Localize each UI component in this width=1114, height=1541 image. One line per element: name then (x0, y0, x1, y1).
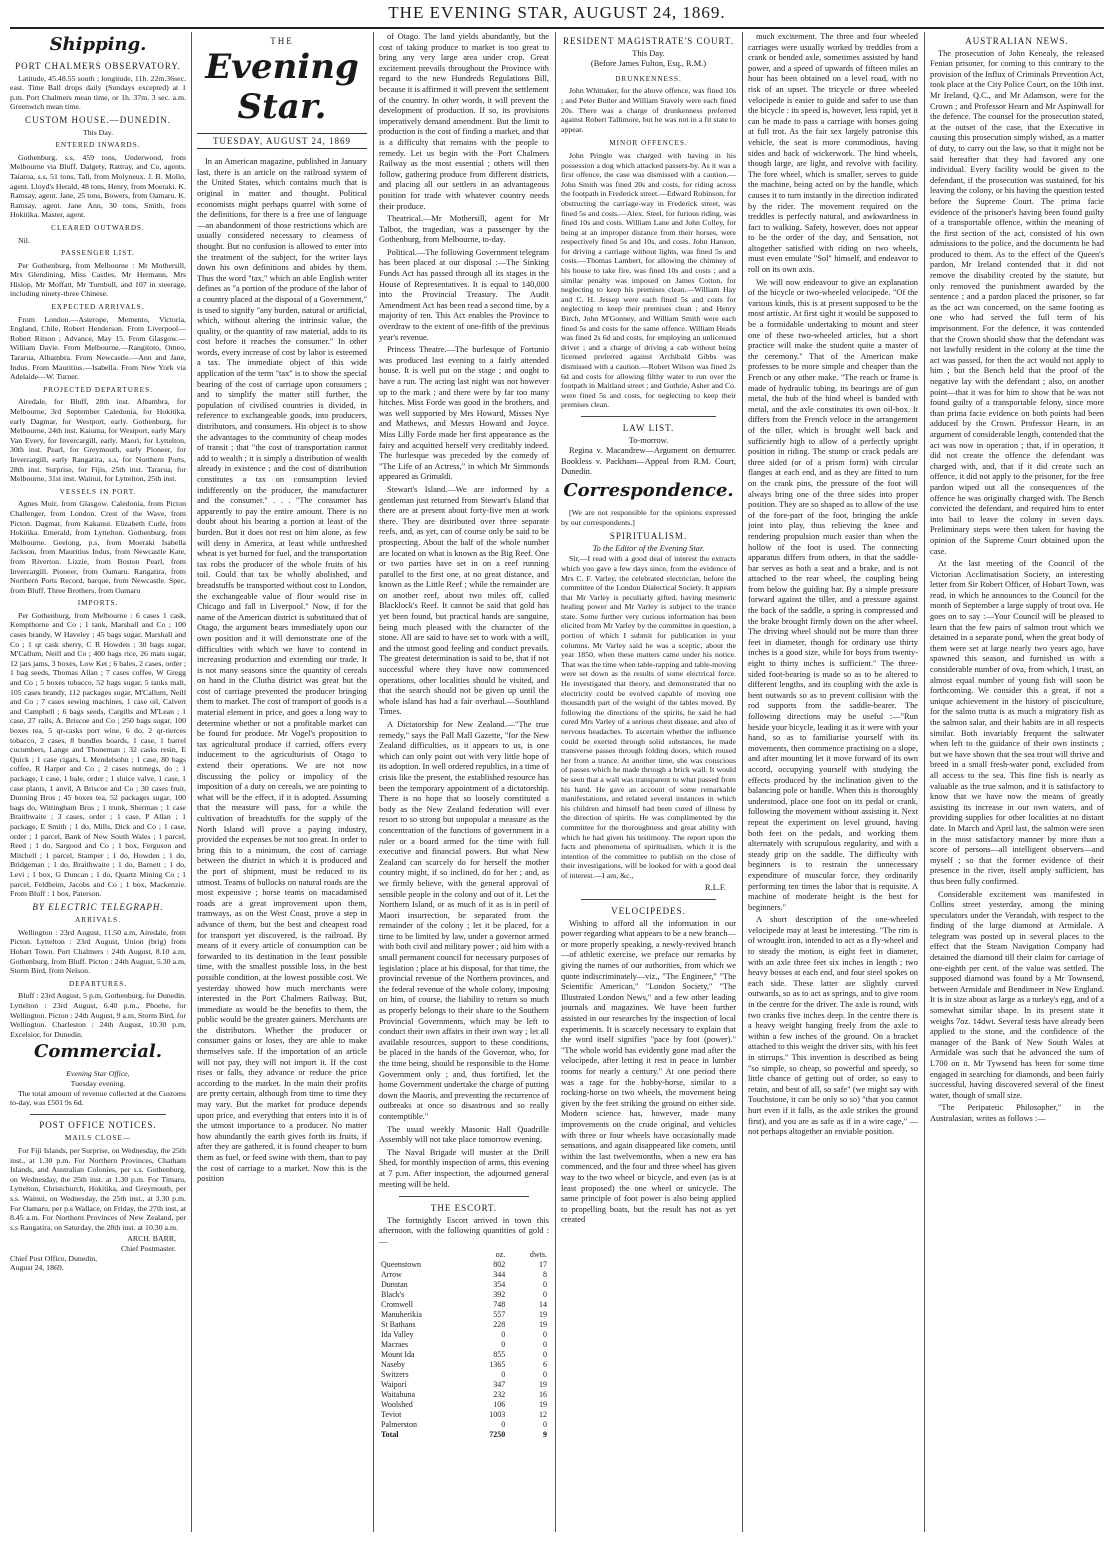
escort-cell-place: Mount Ida (381, 1349, 415, 1359)
escort-row (379, 1390, 549, 1400)
stewart-island-item: Stewart's Island.—We are informed by a gentleman just returned from Stewart's Island that there are at present about forty-five men at work there. They are distributed over three separate reefs, and, as yet, can of course only be said to be prospecting. About the half of the whole number are located on what is known as the Big Reef. One or two parties have set in on a reef running parallel to the first one, at no great distance, and known as the Little Reef ; while the remainder are on another reef, about two miles off, called Blacklock's Reef. It cannot be said that gold has yet been found, but practical hands are sanguine, being much pleased with the character of the stone. All are said to have set to work with a will, and the utmost good feeling and conduct prevails. The greatest determination is said to be, that if not successful where they have now commenced operations, other localities should be visited, and that the search should not be given up until the whole island has had a fair overhaul.—Southland Times. (379, 484, 549, 717)
post-office-date: August 24, 1869. (10, 1263, 64, 1273)
escort-cell-place: St Bathans (381, 1319, 416, 1329)
escort-total-row (379, 1430, 549, 1440)
escort-row (379, 1330, 549, 1340)
escort-row (379, 1410, 549, 1420)
escort-cell-value: 0 (501, 1329, 506, 1339)
imports-heading: IMPORTS. (77, 599, 119, 608)
escort-cell-place: Woolshed (381, 1399, 413, 1409)
divider (399, 1196, 529, 1197)
arrivals-text: Wellington : 23rd August, 11.50 a.m, Airedale, from Picton. Lyttelton : 23rd August, Union (brig) from Hobart Town. Port Chalmers : 24th August, 8.10 a.m, Gothenburg, from Bluff. Picton : 24th August, 5.30 a.m, Storm Bird, from Nelson. (10, 927, 186, 976)
escort-cell-value: 0 (543, 1339, 547, 1349)
escort-cell-place: Total (381, 1429, 399, 1439)
drunkenness-heading: DRUNKENNESS. (615, 74, 682, 83)
postmaster-title: Chief Postmaster. (120, 1243, 176, 1253)
entered-heading: ENTERED INWARDS. (55, 141, 141, 150)
escort-row (379, 1400, 549, 1410)
escort-cell-value: 7250 (489, 1429, 506, 1439)
drunkenness-text: John Whittaker, for the above offence, was fined 10s ; and Peter Butler and William Stavely were each fined 20s. There was a charge of drunkenness preferred against Robert Tallimore, but he was not in a fit state to appear. (561, 86, 736, 134)
spiritualism-to: To the Editor of the Evening Star. (592, 543, 705, 553)
column-shipping (10, 32, 186, 1532)
escort-cell-value: 0 (501, 1419, 506, 1429)
column-rule (555, 32, 556, 1532)
mails-text: For Fiji Islands, per Surprise, on Wednesday, the 25th inst., at 1.30 p.m. For Northern Provinces, Chatham Islands, and Australian Colonies, per s.s. Gothenburg, on Wednesday, the 25th inst. at 1.30 p.m. For Timaru, Lyttelton, Christchurch, Hokitika, and Greymouth, per s.s. Wainui, on Wednesday, the 25th inst., at 3.30 p.m. For Oamaru, per p.s Wallace, on Friday, the 27th inst, at 8.45 a.m. For Northern Provinces of New Zealand, per s.s Rangatira, on Saturday, the 28th inst. at 10.30 a.m. (10, 1145, 186, 1232)
escort-cell-place: Arrow (381, 1269, 402, 1279)
escort-cell-value: 354 (493, 1279, 506, 1289)
escort-row (379, 1420, 549, 1430)
escort-cell-place: Palmerston (381, 1419, 417, 1429)
escort-table (379, 1250, 549, 1440)
theatrical-item: Theatrical.—Mr Mothersill, agent for Mr Talbot, the tragedian, was a passenger by the Gothenburg, from Melbourne, to-day. (379, 214, 549, 245)
escort-cell-place (379, 1250, 468, 1260)
arrivals-heading: ARRIVALS. (75, 916, 121, 925)
observatory-title: PORT CHALMERS OBSERVATORY. (15, 61, 181, 71)
column-rule (742, 32, 743, 1532)
naval-item: The Naval Brigade will muster at the Drill Shed, for monthly inspection of arms, this evening at 7 p.m. After inspection, the adjourned general meeting will be held. (379, 1147, 549, 1189)
leader-continued: of Otago. The land yields abundantly, but the cost of taking produce to market is too great to bring any very large area under crop. Great excitement prevails throughout the Province with regard to the new Hundreds Regulations Bill, because it is affirmed it will prevent the settlement of the country. In other words, it will prevent the development of production. If so, its provisions imperatively demand amendment. But the limit to production is the cost of finding a market, and that is a difficulty that remains with the people to remedy. Let us begin with the Port Chalmers Railway as the most essential ; others will then follow, gathering produce from different districts, and placing all our settlers in an advantageous position for trade with whatever country needs their produce. (379, 32, 549, 211)
escort-row (379, 1300, 549, 1310)
column-rule (373, 32, 374, 1532)
velocipedes-p2: We will now endeavour to give an explanation of the bicycle or two-wheeled velocipede. "Of the various kinds, this is at present supposed to be the most artistic. At first sight it would be supposed to be a formidable undertaking to mount and steer one of these two-wheeled articles, but a short practice will make the student quite a master of the ceremony." That of the American make professes to be more simple and cheaper than the French or any other make. "The reach or frame is made of hydraulic tubing, its bearings are of gun metal, the hub of the hind wheel is banded with metal, and the axle constitutes its own oil-box. It differs from the French veloce in the arrangement of the tiller, which is brought well back and sufficiently high to allow of a perfectly upright position in riding. The stump or crack pedals are three sided (or of a prism form) with circular flanges at each end, and as they are fitted to turn on the crank pins, the pressure of the foot will always bring one of the three sides into proper position. They are so shaped as to allow of the use of the fore-part of the foot, bringing the ankle joint into play, thus relieving the knee and rendering propulsion much easier than when the hollow of the foot is used. The connecting apparatus differs from others, in that the saddle-bar serves as both a seat and a brake, and is not attached to the rear wheel, the coupling being from below the guiding bar. By a simple pressure forward against the tiller, and a pressure against the back of the saddle, a spring is compressed and the brake brought firmly down on the after wheel. The driving wheel should not be more than three feet in diameter, though for ordinary use thirty inches is a good size, while for boys from twenty-eight to thirty inches is sufficient." The three-sided foot-bearing is made so as to be altered to different lengths, and its coupling with the axle is bent outwards so as to prevent collision with the rod supports from the saddle-bearer. The following directions may be useful :—"Run beside your bicycle, leading it as it were with your hand, so as to familiarise yourself with its movements, then commence practising on a slope, and after mounting let it move forward of its own accord, occupying yourself with studying the effects produced by the inclination given to the balancing pole or handle. When this is thoroughly understood, place one foot on its pedal or crank, following the movement without assisting it. Next repeat the experiment on level ground, having both feet on the pedals, and working them alternately with scrupulous regularity, and with a steady grip on the saddle. The difficulty with beginners is to restrain the unnecessary expenditure of muscular force, they ordinarily performing ten times the labor that is requisite. A machine of moderate height is the best for beginners." (748, 277, 918, 912)
telegraph-heading: BY ELECTRIC TELEGRAPH. (32, 901, 164, 912)
passenger-text: Per Gothenburg, from Melbourne : Mr Mothersill, Mrs Glendining, Miss Castles, Mr Hermann, Mrs Hislop, Mr Moffatt, Mr Turnbull, and 107 in steerage, including ninety-three Chinese. (10, 260, 186, 299)
escort-cell-place: Teviot (381, 1409, 402, 1419)
minor-offences-heading: MINOR OFFENCES. (609, 139, 688, 148)
escort-cell-value: 19 (539, 1379, 547, 1389)
escort-cell-value: 19 (539, 1319, 547, 1329)
australian-p3: Considerable excitement was manifested in Collins street yesterday, among the mining speculators under the Verandah, with respect to the finding of the large diamond at Armidale. A telegram was posted up in several places to the effect that the Steam Navigation Company had detained the diamond till their claim for carriage of one-eighth per cent. of the value was settled. The supposed diamond was found by a Mr Townsend, between Armidale and Bendimeer in New England. It is in size about as large as a turkey's egg, and of a somewhat similar shape. In its present state it weighs 7oz. 14dwt. Several tests have already been applied to the stone, and the confidence of the manager of the Bank of New South Wales at Armidale was such that he advanced the sum of L700 on it. Mr Tywsend has been for some time engaged in searching for diamonds, and been fairly successful, having discovered several of the finest water, though of small size. (930, 889, 1104, 1100)
escort-row (379, 1350, 549, 1360)
commercial-office: Evening Star Office, (66, 1069, 130, 1079)
escort-cell-value: 0 (501, 1339, 506, 1349)
australian-p2: At the last meeting of the Council of the Victorian Acclimatisation Society, an interesting letter from Sir Robert Officer, of Hobart Town, was read, in which he announces to the Council for the month of September a large supply of trout ova. He goes on to say :—Your Council will be pleased to learn that the few pairs of salmon trout which we detained in a separate pond, when the great body of them were set at large nearly two years ago, have spawned this season, and furnished us with a considerable number of ova, from which, I trust, an almost equal number of young fish will soon be forthcoming. We consider this a great, if not a unique achievement in the history of pisciculture, for the salmo trutta is as much a migratory fish as the salmon salar, and their habits are in all respects similar. Both invariably frequent the saltwater when left to the guidance of their own instincts ; but we have shown that the sea trout will thrive and breed in a small fresh-water pond, excluded from all access to the sea. This fine fish is nearly as valuable as the true salmon, and it is satisfactory to know that we have now the means of greatly assisting its increase in our own waters, and of providing supplies for other localities at no distant date. In March and April last, the salmon were seen in the most satisfactory manner by more than a score of persons—all intelligent observers—and myself ; so that the former evidence of their presence in the river, itself amply sufficient, has thus been fully confirmed. (930, 559, 1104, 886)
mails-heading: MAILS CLOSE— (64, 1134, 132, 1143)
court-heading: RESIDENT MAGISTRATE'S COURT. (562, 36, 734, 46)
vessels-heading: VESSELS IN PORT. (59, 487, 137, 496)
minor-offences-text: John Pringle was charged with having in his possession a dog which attacked passers-by. As it was a first offence, the case was dismissed with a caution.—John Smith was fined 20s and costs, for riding across the footpath in Frederick street.—Edward Robinson, for obstructing the carriage-way in Frederick street, was fined 5s and costs.—Alex. Steel, for furious riding, was fined 10s and costs. William Lane and John Colley, for being at an improper distance from their horses, were respectively fined 5s and 10s, and costs. John Hanson, for driving a carriage without lights, was fined 5s and costs.—Thomas Lambert, for allowing the chimney of his house to take fire, was fined 10s and costs ; and a similar penalty was imposed on James Cotton, for neglecting to keep his premises clean.—William Hay and C. H. Jessep were each fined 5s and costs for neglecting to keep their premises clean ; and Henry Birch, John M'Gonney, and William Smith were each fined 5s and costs for the same offence. William Heads was fined 2s 6d and costs, for employing an unlicensed driver ; and a charge of driving a cab without being licensed preferred against Archibald Gibbs was dismissed with a caution.—Robert Wilson was fined 2s 6d and costs for allowing filthy water to run over the footpath in Maitland street ; and Guthrie, Asher and Co. were fined 5s and costs, for neglecting to keep their premises clean. (561, 150, 736, 410)
imports-text: Per Gothenburg, from Melbourne : 6 cases 1 cask, Kempthorne and Co ; 1 tank, Marshall and Co ; 100 cases brandy, W Haveley ; 45 bags sugar, Marshall and Co ; 1 qr cask sherry, C R Howden ; 30 bags sugar, M'Callum, Neill and Co ; 400 bags rice, 26 mats sugar, 12 jars jams, 3 boxes, Low Ket ; 6 bales, 2 cases, order ; 1 bag seeds, Thomas Allan ; 7 cases coffee, W Gregg and Co ; 5 boxes tobacco, 52 bags sugar, 5 tanks malt, 105 cases brandy, 112 packages sugar, M'Callum, Neill and Co ; 7 cases sewing machines, 1 case oil, Calvert and Campbell ; 6 bags seeds, Cargills and M'Lean ; 1 case, 27 rails, A. Briscoe and Co ; 250 bags sugar, 100 boxes tea, 5 qr-casks port wine, 6 do, 2 qr-tierces tobacco, 2 cases, 8 bundles boards, 1 case, 1 barrel cucumbers, Lange and Thoneman ; 32 casks resin, E Quick ; 1 case cigars, L Mendelsohn ; 1 case, 80 bags coffee, R Harper and Co ; 2 cases nutmegs, do ; 1 package, 1 case, 1 bale, order ; 1 sluice valve, 1 case, 1 case plants, 1 anvil, A Briscoe and Co ; 30 cases fruit, Dunning Bros ; 45 boxes tea, 52 packages sugar, 100 bags do, Wittingham Bros ; 1 trunk, Sherman ; 1 case Braithwaite ; 3 cases, order ; 1 case, P Allan ; 1 package, E Smith ; 1 do, Mills, Dick and Co ; 1 case, order ; 1 parcel, Bank of New South Wales ; 1 parcel, Reed ; 1 do, Sargood and Co ; 1 box, Ferguson and Mitchell ; 1 parcel, Stamper ; 1 do, Howden ; 1 do, Bridgeman ; 1 do, Braithwaite ; 1 do, Barnett ; 1 do, Levi ; 1 box, G Duncan ; 1 do, Quartz Mining Co ; 1 parcel, Feldheim, Jacobs and Co ; 1 box, Mackenzie. From Bluff : 1 box, Paterson. (10, 610, 186, 899)
escort-intro: The fortnightly Escort arrived in town this afternoon, with the following quantities of gold :— (379, 1215, 549, 1246)
escort-row (379, 1260, 549, 1270)
court-before: (Before James Fulton, Esq., R.M.) (590, 59, 707, 69)
escort-cell-place: Switzers (381, 1369, 409, 1379)
escort-cell-value: 19 (539, 1399, 547, 1409)
princess-theatre-item: Princess Theatre.—The burlesque of Fortunio was produced last evening to a fairly attended house. It is well put on the stage ; and ought to have a run. The acting last night was not however up to the mark ; and there were by far too many hitches. Miss Forde was good in the brothers, and was well supported by Mrs Howard, Misses Nye and Mathews, and Messrs Howard and Joyce. Miss Lilly Forde made her first appearance as the fairy and acquitted herself very creditably indeed. The burlesque was preceded by the comedy of "The Life of an Actress," in which Mr Simmonds appeared as Grimaldi. (379, 345, 549, 482)
law-list-heading: LAW LIST. (622, 422, 675, 433)
post-office-heading: POST OFFICE NOTICES. (39, 1119, 157, 1130)
column-australian (930, 32, 1104, 1532)
escort-heading: THE ESCORT. (430, 1203, 498, 1214)
cleared-text: Nil. (18, 235, 30, 245)
escort-cell-value: 392 (493, 1289, 506, 1299)
escort-cell-place: Naseby (381, 1359, 405, 1369)
escort-cell-value: 1365 (489, 1359, 506, 1369)
postmaster-name: ARCH. BARR, (127, 1234, 176, 1244)
divider (30, 1114, 166, 1115)
law-list-tomorrow: To-morrow. (628, 435, 669, 445)
australian-p1: The prosecution of John Kenealy, the released Fenian prisoner, for coming to this contrary to the provision of the Influx of Criminals Prevention Act, took place at the City Police Court, on the 10th inst. Mr Ireland, Q.C., and Mr Adamson, were for the Crown ; and Professor Hearn and Mr Aspinwall for the defence. The counsel for the prosecution stated, at the outset of the case, that the Executive in causing this prosecution simply wished, as a matter of duty, to carry out the law, so that it might not be said hereafter that they had favored any one individual. Every facility would be given to the defendant, if the prosecution was sustained, for his leaving the colony, or his having the question tested before the Supreme Court. The prima facie evidence of the prisoner's having been found guilty of a transportable offence, within the meaning of the first section of the act, consisted of his own admissions to the police, and the documents he had produced to them. As to the effect of the Queen's pardon, Mr Ireland contended that it did not remove the disability created by the statute, but only removed the punishment awarded by the sentence ; and a pardon placed the prisoner, so far as the act was concerned, on the same footing as one who had served the full term of his imprisonment. For the defence, it was contended that the Crown should show that the defendant was not lawfully resident in the colony at the time the act was passed, for then the act would not apply to him ; but the Bench held that the proof of the negative lay with the defendant ; also, on another point—that it was for him to show that he was not found guilty of a transportable felony, since more than prima facie evidence on both points had been adduced by the Crown. Professor Hearn, in an argument of considerable length, contended that the act was now in operation ; that, if in operation, it did not create the offence the defendant was charged with, and, that if it did create such an offence, it did not apply to the prisoner, for the free pardon wiped out all the consequences of the offence he was originally charged with. The Bench convicted the defendant, and required him to enter into bail to leave the colony in seven days. Preliminary steps were then taken for having the opinion of the Supreme Court obtained upon the case. (930, 48, 1104, 556)
escort-cell-value: 8 (543, 1269, 547, 1279)
commercial-heading: Commercial. (34, 1041, 162, 1063)
escort-cell-place: Waitahuna (381, 1389, 416, 1399)
escort-cell-value: 0 (501, 1369, 506, 1379)
escort-cell-value: 9 (543, 1429, 547, 1439)
escort-units-row (379, 1250, 549, 1260)
column-rule (924, 32, 925, 1532)
escort-cell-value: 0 (543, 1329, 547, 1339)
escort-cell-value: oz. (495, 1249, 506, 1259)
column-court (561, 32, 736, 1532)
escort-cell-value: 6 (543, 1359, 547, 1369)
escort-cell-value: 802 (493, 1259, 506, 1269)
spiritualism-letter: Sir,—I read with a good deal of interest the extracts which you gave a few days since, from the evidence of Mrs C. F. Varley, the celebrated electrician, before the committee of the London Dialectical Society. It appears that Mr Varley is peculiarly gifted, having mesmeric healing power and Mr Varley is subject to the trance state. Some further very curious information has been elicited from Mr Varley by the committee in question, a portion of which I submit for publication in your columns. Mr Varley said he was a sceptic, about the year 1850, when these matters came under his notice. That was the time when table-rapping and table-moving were set down as the results of some electrical force. He investigated that theory, and demonstrated that no electricity could be evolved capable of moving one thousandth part of the weight of the tables moved. By following the directions of the spirits, he said he had cured Mrs Varley of a serious chest disease, and also of nervous headaches. To ascertain whether the influence could be exerted through solid substances, he made transverse passes through folding doors, which roused her from a trance. At another time, she was conscious of passes which he made through a brick wall. It would be seen that a wall was transparent to what passed from his hand. He gave an account of some remarkable manifestations, and related several instances in which his children and himself had been cured of illness by the direction of spirits. He was complimented by the committee for the thoroughness and great ability with which he had given his testimony. The report upon the facts and phenomena of spiritualism, which it is the intention of the committee to publish on the close of their investigations, will be looked for with a good deal of interest.—I am, &c., (561, 554, 736, 880)
correspondence-heading: Correspondence. (563, 479, 734, 501)
escort-cell-value: dwts. (529, 1249, 547, 1259)
escort-cell-value: 344 (493, 1269, 506, 1279)
spiritualism-signature: R.L.F. (705, 882, 726, 892)
cleared-heading: CLEARED OUTWARDS. (51, 223, 145, 232)
escort-cell-place: Black's (381, 1289, 405, 1299)
masonic-item: The usual weekly Masonic Hall Quadrille Assembly will not take place tomorrow evening. (379, 1124, 549, 1145)
top-rule (10, 27, 1104, 29)
escort-cell-value: 16 (539, 1389, 547, 1399)
vessels-text: Agnes Muir, from Glasgow. Caledonia, from Picton Challenger, from London. Crest of the Wave, from Picton. Dagmar, from Kakanui. Elizabeth Curle, from Hokitika. Emerald, from Lyttelton. Gothenburg, from Melbourne. Geelong, p.s, from Moeraki Isabella Jackson, from Mauritius Indus, from Newcastle Kate, from Riverton. Lizzie, from Boston Pearl, from Invercargill. Pioneer, from Oamaru. Rangatira, from Northern Ports Record, barque, from Newcastle. Spec, from Bluff. Three Brothers, from Oamaru (10, 499, 186, 595)
commercial-text: The total amount of revenue collected at the Customs to-day, was £501 9s 6d. (10, 1088, 186, 1108)
australian-news-heading: AUSTRALIAN NEWS. (965, 36, 1069, 46)
escort-cell-value: 855 (493, 1349, 506, 1359)
customs-title: CUSTOM HOUSE.—DUNEDIN. (24, 114, 172, 125)
projected-text: Airedale, for Bluff, 28th inst. Albambra, for Melbourne, 3rd September Caledonia, for Hokitika, early Dagmar, for Westport, early. Gothenburg, for Melbourne, 24th inst. Kaiuma, for Westport, early Mary Van Every, for Invercargill, early. Maori, for Lyttelton, 30th inst. Pearl, for Greymouth, early Pioneer, for Invercargill, early Rangatira, s.s, for Northern Ports, 28th inst. Surprise, for Fijis, 25th inst. Tararua, for Melbourne, 31st inst. Wainui, for Lyttelton, 25th inst. (10, 397, 186, 484)
escort-cell-value: 0 (543, 1289, 547, 1299)
escort-cell-place: Dunstan (381, 1279, 408, 1289)
observatory-text: Latitude, 45.48.55 south ; longitude, 11h. 22m.36sec. east. Time Ball drops daily (Sundays excepted) at 1 p.m. Port Chalmers mean time, or 1h. 37m. 3 sec. a.m. Greenwich mean time. (10, 73, 186, 112)
column-velocipedes (748, 32, 918, 1532)
escort-cell-value: 19 (539, 1309, 547, 1319)
post-office-location: Chief Post Office, Dunedin, (10, 1253, 98, 1263)
escort-row (379, 1270, 549, 1280)
leader-article: In an American magazine, published in January last, there is an article on the railroad system of the United States, which contains much that is original in matter and thought. Political economists might perhaps quarrel with some of the definitions, for there is a free use of language—an abandonment of those restrictions which are usually considered necessary to clearness of thought. But no confusion is allowed to enter into the treatment of the subject, for the writer lays down his own definitions and abides by them. Thus the word "tax," which an able English writer defines as "a portion of the produce of the labor of a country placed at the disposal of a Government," is used to signify "any burden, natural or artificial, which, without altering the intrinsic value, the quality, or the quantity of raw material, adds to its cost before it reaches the consumer." In other words, every increase of cost by labor is esteemed a tax. The immediate object of this wide application of the term "tax" is to show the special bearing of the cost of carriage upon consumers ; and to simplify the matter still further, the population of civilised countries is divided, in reference to exchangeable goods, into producers, distributors, and consumers. His object is to show the advantages to the community of cheap modes of transit ; that "the cost of transportation cannot add to wealth ; it is simply a distribution of wealth already in existence ; and the cost of distribution constitutes a tax on consumption levied indifferently on the producer, the manufacturer and the consumer." . . . "The consumer has apparently to pay the entire amount. There is no doubt about his bearing a portion at least of the burden. But it does not rest on him alone, as few will deny in America, at least while unthreshed wheat is yet burned for fuel, and the transportation tax robs the producer of the whole fruits of his toil. Could that tax be wholly abolished, and breadstuffs be transported without cost to London, the exchangeable value of flour would rise in Chicago and fall in Liverpool." Now, if for the name of the American district is substituted that of Otago, the argument bears immediately upon our own position and it will demonstrate one of the difficulties with which we have to contend in increasing production and extending our trade. It is not many seasons since the quantity of cereals on hand in the Clutha district was great but the cost of carriage prevented the producer bringing them to market. The cost of transport of goods is a material element in price, and goes a long way to determine whether or not a profitable market can be found for produce. Mr Vogel's proposition to tax agricultural produce if carried, offers every inducement to the agriculturists of Otago to extend their operations. We are not now discussing the policy or impolicy of the imposition of a duty on cereals, we are pointing to what will be the effect, if it is adopted. Assuming that the measure will pass, for a while the cultivation of breadstuffs for the supply of the North Island will prove a paying industry, provided the expenses be not too great. In order to bring this to a minimum, the cost of carriage between the district in which it is produced and the port of shipment, must be reduced to its utmost. Teams of bullocks on natural roads are the most expensive ; horse teams on macadamised roads are a great improvement upon them, tramways, as on the West Coast, prove a step in advance of them, but the best and cheapest road for transport yet discovered, is the railroad. By means of it every article of consumption can be forwarded to its destination in the least possible time, with the smallest possible loss, in the best possible condition, at the lowest possible cost. We yesterday showed how much merchants were interested in the Port Chalmers Railway. But, immediate as would be the benefits to them, the public would be the greater gainers. Merchants are the distributors. Whether the producer or consumer gains or loses, they are able to make themselves safe. If the importation of an article will not pay, they will not import it. If the cost rises or falls, they advance or reduce the price according to the market. In the main their profits are pretty certain, although from time to time they may vary. But the market for produce depends upon price, and everything that enters into it is of the utmost importance to a producer. No matter how abundantly the earth gives forth its fruits, if after they are gathered, it is found cheaper to burn them as fuel, or feed swine with them, than to pay the cost of carriage to a market. Now this is the position (197, 157, 367, 1184)
escort-cell-value: 0 (543, 1369, 547, 1379)
escort-cell-value: 17 (539, 1259, 547, 1269)
velocipedes-text: Wishing to afford all the information in our power regarding what appears to be a new branch—or more properly speaking, a newly-revived branch—of athletic exercise, we preface our remarks by giving the names of our authorities, from which we quote indiscriminately—viz., "The Engineer," "The Scientific American," "London Society," "The Illustrated London News," and a few other leading journals and magazines. We have been further assisted in our researches by the inspection of local experiments. It is scarcely necessary to explain that the word itself signifies "pace by foot (power)." "The whole world has evidently gone mad after the velocipede, after letting it rest in peace in lumber rooms for nearly a century." At one period there was a rage for the hobby-horse, similar to a rocking-horse on two wheels, the movement being given by the feet striking the ground on either side. Modern science has, however, made many improvements on the crude original, and vehicles with three or four wheels have occasionally made sensations, and again disappeared like comets, until within the last twelvemonths, when a new era has commenced, and the four and three wheel has given way to the two wheel or bicycle, and even (as is at least proposed) the one wheel or unicycle. The same principle of foot power is also being applied to propelling boats, but the result has not as yet created (561, 918, 736, 1225)
escort-cell-place: Macraes (381, 1339, 409, 1349)
escort-cell-value: 0 (543, 1279, 547, 1289)
escort-row (379, 1360, 549, 1370)
commercial-date: Tuesday evening. (70, 1079, 126, 1088)
escort-cell-place: Waipori (381, 1379, 407, 1389)
law-list-text: Regina v. Macandrew—Argument on demurrer. Bookless v. Packham—Appeal from R.M. Court, Dunedin. (561, 446, 736, 477)
nameplate: Evening Star. (205, 46, 359, 127)
escort-row (379, 1320, 549, 1330)
dictatorship-item: A Dictatorship for New Zealand.—"The true remedy," says the Pall Mall Gazette, "for the New Zealand difficulties, as it appears to us, is one which can only point out with very little hope of its adoption. In well ordered republics, in a time of crisis like the present, the established resource has been the temporary appointment of a dictatorship. There is no hope that so loosely constituted a body as the New Zealand federation will ever resort to so strong but unpopular a measure as the concentration of the functions of government in a ruler or a board armed for the time with full executive and financial powers. But what New Zealand can scarcely do for herself the mother country might, if so inclined, do for her ; and, as we firmly believe, with the general approval of sensible people in the colony and out of it. Let the Northern Island, or as much of it as is in peril of Maori insurrection, be separated from the remainder of the colony ; let it be placed, for a time to be limited by law, under a governor armed with both civil and military power ; aid him with a small permanent council for necessary purposes of legislation ; place at his disposal, for that time, the provincial revenue of the Northern provinces, and the federal revenue of the whole colony, imposing on him, of course, the liability to return so much as properly belongs to their share to the Southern Provincial Governments, which may be left to conduct their own affairs in their own way ; let all available resources, support to these conditions, be placed in the hands of the Governor, who, for the time being, should be responsible to the Home Government only ; and, thus fortified, let the home Government undertake the charge of putting down the Maoris, and preventing the recurrence of outbreaks at once so disastrous and so really contemptible." (379, 720, 549, 1121)
column-local (379, 32, 549, 1532)
escort-cell-place: Manuherikia (381, 1309, 422, 1319)
divider (581, 416, 716, 417)
escort-cell-value: 748 (493, 1299, 506, 1309)
escort-row (379, 1310, 549, 1320)
escort-cell-value: 347 (493, 1379, 506, 1389)
escort-cell-value: 232 (493, 1389, 506, 1399)
entered-text: Gothenburg, s.s, 459 tons, Underwood, from Melbourne via Bluff. Dalgety, Rattray, and Co, agents. Taiaroa, s.s, 51 tons, Tall, from Molyneux. J. B. Mollo, agent. Lloyd's Herald, 48 tons, Henry, from Moeraki. K. Ramsay, agent. Jane, 25 tons, Bowers, from Oamaru. K. Ramsay, agent. Jane Ann, 30 tons, Smith, from Hokitika. Master, agent. (10, 152, 186, 220)
escort-cell-place: Queenstown (381, 1259, 421, 1269)
court-day: This Day. (632, 48, 665, 58)
escort-cell-value: 12 (539, 1409, 547, 1419)
escort-cell-place: Cromwell (381, 1299, 413, 1309)
escort-cell-value: 1003 (489, 1409, 506, 1419)
expected-heading: EXPECTED ARRIVALS. (51, 303, 145, 312)
escort-cell-value: 0 (543, 1419, 547, 1429)
column-leader (197, 32, 367, 1532)
escort-row (379, 1290, 549, 1300)
nameplate-the: THE (270, 36, 294, 46)
masthead: THE EVENING STAR, AUGUST 24, 1869. (388, 3, 726, 22)
escort-cell-value: 0 (543, 1349, 547, 1359)
spiritualism-heading: SPIRITUALISM. (609, 531, 688, 542)
political-item: Political.—The following Government telegram has been placed at our disposal :—The Sinking Funds Act has passed through all its stages in the House of Representatives. It is equal to 140,000 into the Provincial Treasury. The Audit Amendment Act has been read a second time, by a majority of ten. This Act enables the Province to overdraw to the extent of one-fifth of the previous year's revenue. (379, 247, 549, 342)
escort-row (379, 1380, 549, 1390)
escort-row (379, 1370, 549, 1380)
column-rule (191, 32, 192, 1532)
shipping-heading: Shipping. (49, 34, 147, 55)
escort-cell-value: 228 (493, 1319, 506, 1329)
this-day: This Day. (82, 127, 114, 137)
projected-heading: PROJECTED DEPARTURES. (43, 385, 153, 394)
velocipedes-p1: much excitement. The three and four wheeled carriages were usually worked by treddles from a crank or bended axle, sometimes assisted by hand power, and a speed of upwards of fifteen miles an hour has been obtained on a level road, with no risk of an upset. The tricycle or three wheeled velocipede is easier to guide and safer to use than the bicycle : its speed is, however, less rapid, yet it can be made to pass a carriage with horses going at full trot. As the fair sex largely patronise this vehicle, the seat is more commodious, having sides and back of wickerwork. The hind wheels, though large, are light, and revolve with facility. The fore wheel, which is smaller, serves to guide the machine, being acted on by the handle, which causes it to turn instantly in the direction indicated by the rider. The movement required on the treddles is perfectly natural, and awkwardness in fact to walking. Safety, however, does not appear to be the order of the day, and Sensation, not altogether satisfied with riding on two wheels, must even emulate "Sol" himself, and endeavor to roll on its own axis. (748, 32, 918, 275)
divider (581, 899, 716, 900)
departures-text: Bluff : 23rd August, 5 p.m, Gothenburg, for Dunedin. Lyttelton : 23rd August, 6.40 p.m., Phoebe, for Wellington. Picton : 24th August, 9 a.m, Storm Bird, for Wellington. Charleston : 24th August, 10.30 p.m, Excelsior, for Dunedin. (10, 991, 186, 1039)
escort-cell-value: 557 (493, 1309, 506, 1319)
departures-heading: DEPARTURES. (68, 979, 128, 988)
escort-row (379, 1340, 549, 1350)
passenger-heading: PASSENGER LIST. (61, 249, 135, 258)
correspondence-note: [We are not responsible for the opinions expressed by our correspondents.] (561, 507, 736, 527)
velocipedes-p3: A short description of the one-wheeled velocipede may at least be interesting. "The rim is of wrought iron, intended to act as a fly-wheel and to steady the motion, is eight feet in diameter, with an axle three feet six inches in length ; two heavy bosses at each end, and four steel spokes on each side. These latter are slightly curved outwards, so as to act as springs, and to give room in the centre for the driver. The axle is round, with two cranks five inches deep. In the centre there is a heavy weight hanging freely from the axle to within a few inches of the ground. On a bracket attached to this weight the driver sits, with his feet in stirrups." This invention is described as being "so simple, so cheap, so powerful and speedy, so little chance of getting out of order, so easy to retain, and best of all, so safe" (we might say with Touchstone, it can be only so so) "that you cannot hurt even if it falls, as the axle strikes the ground first), and you are as safe as if in a wire cage," — not perhaps altogether an enviable position. (748, 915, 918, 1137)
dateline: TUESDAY, AUGUST 24, 1869 (197, 133, 367, 150)
escort-cell-place: Ida Valley (381, 1329, 414, 1339)
australian-p4: "The Peripatetic Philosopher," in the Australasian, writes as follows :— (930, 1103, 1104, 1123)
escort-row (379, 1280, 549, 1290)
expected-text: From London.—Asterope, Memento, Victoria, England, Chile, Robert Henderson. From Liverpool—Robert Ritson ; Advance, May 15. From Glasgow.—William Davie. From Melbourne.—Rangitoto, Omeo, Tararua, Albambra. From Newcastle.—Ann and Jane, Indus. From Mauritius.—Isabella. From New York via Adelaide—W. Turner. (10, 314, 186, 382)
escort-cell-value: 106 (493, 1399, 506, 1409)
escort-cell-value: 14 (539, 1299, 547, 1309)
velocipedes-heading: VELOCIPEDES. (611, 906, 686, 917)
